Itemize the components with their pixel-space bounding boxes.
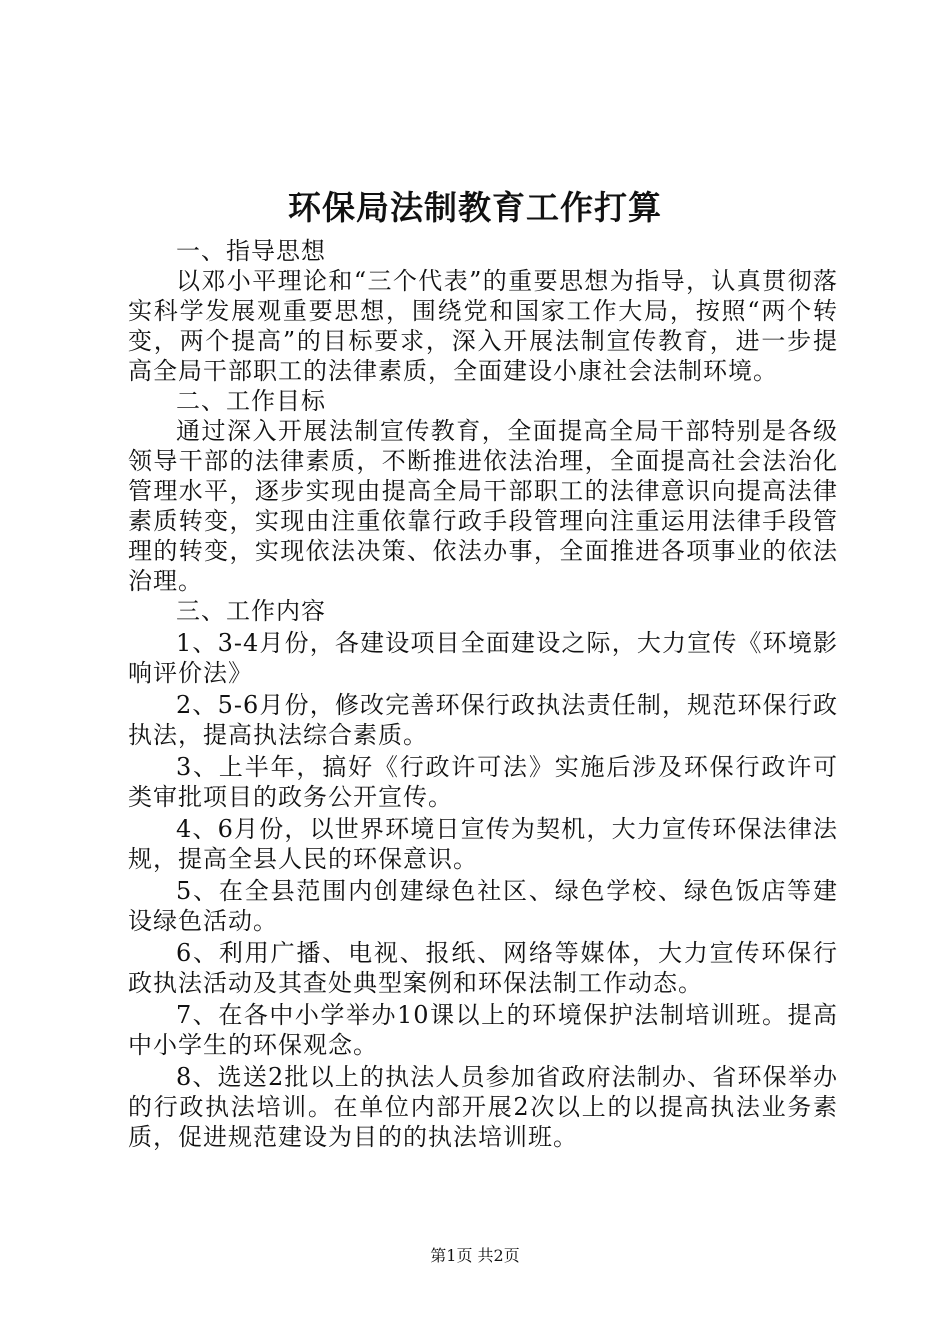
document-title: 环保局法制教育工作打算 bbox=[288, 188, 662, 227]
work-item-3: 3、上半年，搞好《行政许可法》实施后涉及环保行政许可类审批项目的政务公开宣传。 bbox=[128, 753, 838, 811]
work-item-1: 1、3-4月份，各建设项目全面建设之际，大力宣传《环境影响评价法》 bbox=[128, 629, 838, 687]
work-item-6: 6、利用广播、电视、报纸、网络等媒体，大力宣传环保行政执法活动及其查处典型案例和环保法制工作动态。 bbox=[128, 939, 838, 997]
document-body bbox=[128, 236, 838, 1152]
work-item-5: 5、在全县范围内创建绿色社区、绿色学校、绿色饭店等建设绿色活动。 bbox=[128, 877, 838, 935]
work-item-8: 8、选送2批以上的执法人员参加省政府法制办、省环保举办的行政执法培训。在单位内部开展2次以上的以提高执法业务素质，促进规范建设为目的的执法培训班。 bbox=[128, 1063, 838, 1151]
paragraph-guiding-ideology: 以邓小平理论和“三个代表”的重要思想为指导，认真贯彻落实科学发展观重要思想，围绕党和国家工作大局，按照“两个转变，两个提高”的目标要求，深入开展法制宣传教育，进一步提高全局干部职工的法律素质，全面建设小康社会法制环境。 bbox=[128, 267, 838, 385]
work-item-2: 2、5-6月份，修改完善环保行政执法责任制，规范环保行政执法，提高执法综合素质。 bbox=[128, 691, 838, 749]
section-heading-guiding-ideology: 一、指导思想 bbox=[176, 237, 326, 265]
paragraph-work-goals: 通过深入开展法制宣传教育，全面提高全局干部特别是各级领导干部的法律素质，不断推进依法治理，全面提高社会法治化管理水平，逐步实现由提高全局干部职工的法律意识向提高法律素质转变，实现由注重依靠行政手段管理向注重运用法律手段管理的转变，实现依法决策、依法办事，全面推进各项事业的依法治理。 bbox=[128, 417, 838, 595]
work-item-7: 7、在各中小学举办10课以上的环境保护法制培训班。提高中小学生的环保观念。 bbox=[128, 1001, 838, 1059]
section-heading-work-goals: 二、工作目标 bbox=[176, 387, 326, 415]
work-item-4: 4、6月份，以世界环境日宣传为契机，大力宣传环保法律法规，提高全县人民的环保意识。 bbox=[128, 815, 838, 873]
page-footer: 第1页 共2页 bbox=[430, 1246, 520, 1265]
section-heading-work-content: 三、工作内容 bbox=[176, 597, 326, 625]
